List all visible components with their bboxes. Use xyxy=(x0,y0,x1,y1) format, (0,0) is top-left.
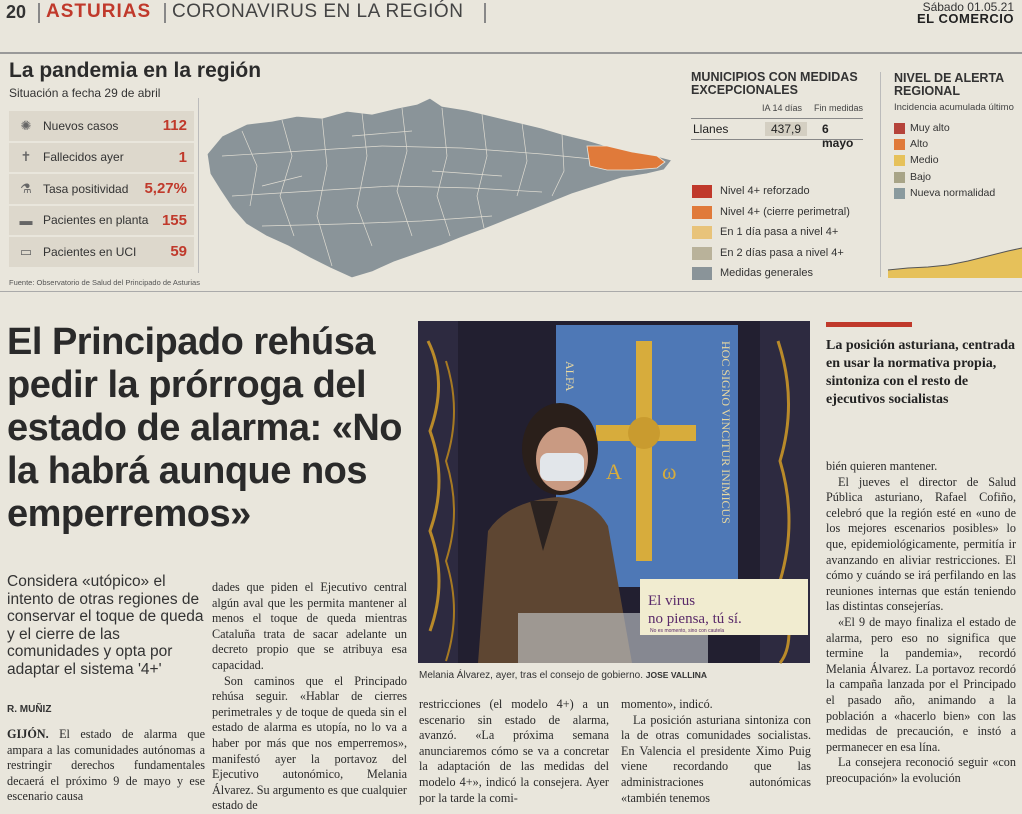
banner-line1: El virus xyxy=(648,593,696,609)
legend-item xyxy=(692,263,862,283)
paragraph: momento», indicó. xyxy=(621,697,713,711)
photo-illustration xyxy=(418,321,810,663)
body-column-3 xyxy=(419,697,609,806)
alerta-title: NIVEL DE ALERTA REGIONAL xyxy=(894,71,1004,98)
header-divider xyxy=(484,3,486,23)
legend-item xyxy=(692,243,862,263)
banner-line2: no piensa, tú sí. xyxy=(648,611,742,627)
alert-label: Muy alto xyxy=(910,122,950,134)
virus-icon: ✺ xyxy=(20,117,32,133)
header-divider xyxy=(38,3,40,23)
issue-date: Sábado 01.05.21 xyxy=(922,0,1014,14)
legend-label: Nivel 4+ reforzado xyxy=(720,185,810,197)
pullquote-accent xyxy=(826,322,912,327)
paragraph: restricciones (el modelo 4+) a un escenario sin estado de alarma, avanzó. «La próxima semana anunciaremos cómo se va a concretar la adaptación de las medidas del modelo 4+», indicó la consejera. Ayer por la tarde la comi- xyxy=(419,697,609,805)
body-column-2 xyxy=(212,580,407,814)
alert-swatch xyxy=(894,139,905,150)
photo-credit: JOSE VALLINA xyxy=(645,670,708,680)
alert-label: Alto xyxy=(910,138,929,150)
photo-caption xyxy=(419,670,707,681)
subsection-name: CORONAVIRUS EN LA REGIÓN xyxy=(172,1,464,22)
alert-swatch xyxy=(894,188,905,199)
legend-swatch xyxy=(692,247,712,260)
asturias-map xyxy=(202,96,677,282)
alert-label: Medio xyxy=(910,154,939,166)
source-note: Fuente: Observatorio de Salud del Principado de Asturias xyxy=(9,278,200,287)
stat-row xyxy=(9,111,194,142)
paragraph: Son caminos que el Principado rehúsa seguir. «Hablar de cierres perimetrales y de toque de queda sin el estado de alarma es utopía, no lo va a haber por más que nos emperremos», manifestó ayer la portavoz del Ejecutivo autonómico, Melania Álvarez. Su argumento es que cualquier estado de xyxy=(212,673,407,813)
legend-label: En 1 día pasa a nivel 4+ xyxy=(720,226,839,238)
caption-text: Melania Álvarez, ayer, tras el consejo de gobierno. xyxy=(419,670,644,681)
grave-icon: ✝ xyxy=(20,149,32,165)
legend-swatch xyxy=(692,206,712,219)
body-column-1 xyxy=(7,727,205,805)
alerta-subtitle: Incidencia acumulada último xyxy=(894,102,1014,113)
stat-label: Pacientes en planta xyxy=(43,213,149,228)
section-rule xyxy=(0,291,1022,292)
omega-letter: ω xyxy=(662,459,677,484)
icu-bed-icon: ▭ xyxy=(19,243,33,259)
page-header xyxy=(0,0,1022,28)
alert-level xyxy=(894,185,995,201)
legend-label: En 2 días pasa a nivel 4+ xyxy=(720,247,844,259)
region-shape xyxy=(207,98,672,278)
stat-row xyxy=(9,174,194,205)
infographic-date: Situación a fecha 29 de abril xyxy=(9,86,161,100)
article-headline: El Principado rehúsa pedir la prórroga del estado de alarma: «No la habrá aunque nos emperremos» xyxy=(7,321,402,535)
stat-value: 5,27% xyxy=(144,180,187,198)
legend-swatch xyxy=(692,185,712,198)
header-divider xyxy=(164,3,166,23)
legend-swatch xyxy=(692,267,712,280)
legend-label: Medidas generales xyxy=(720,267,813,279)
paragraph: «El 9 de mayo finaliza el estado de alarma, pero eso no significa que termine la pandemia», recordó Melania Álvarez. La portavoz recordó la campaña lanzada por el Principado el pasado año, animando a la población a «hacerlo bien» con las medidas de precaución, e instó a permanecer en esa lína. xyxy=(826,614,1016,754)
stat-row xyxy=(9,206,194,237)
paragraph: La consejera reconoció seguir «con preocupación» la evolución xyxy=(826,755,1016,785)
incidence-trend-chart xyxy=(888,236,1022,278)
bed-icon: ▬ xyxy=(19,212,33,228)
stat-value: 155 xyxy=(161,211,187,229)
municipio-row xyxy=(691,118,863,150)
stat-value: 1 xyxy=(178,148,187,166)
alert-swatch xyxy=(894,123,905,134)
test-tube-icon: ⚗ xyxy=(20,180,32,196)
municipio-name: Llanes xyxy=(693,122,729,136)
stat-value: 112 xyxy=(162,117,187,135)
stat-label: Nuevos casos xyxy=(43,118,119,133)
article-lede: Considera «utópico» el intento de otras regiones de conservar el toque de queda y el cierre de las comunidades y opta por adaptar el sistema '4+' xyxy=(7,573,204,678)
dateline: GIJÓN. xyxy=(7,727,49,741)
stat-row xyxy=(9,237,194,268)
stat-label: Tasa positividad xyxy=(43,181,129,196)
paragraph: dades que piden el Ejecutivo central algún aval que les permita mantener al menos el toque de queda mientras Cataluña trata de sacar adelante un decreto propio que se atribuya esa capacidad. xyxy=(212,580,407,672)
legend-item xyxy=(692,222,862,242)
infographic-title: La pandemia en la región xyxy=(9,59,262,82)
stats-list xyxy=(9,111,194,269)
col-header-ia: IA 14 días xyxy=(762,103,803,113)
paragraph-text: El estado de alarma que ampara a las comunidades autónomas a restringir derechos fundamentales decaerá el próximo 9 de mayo y ese escenario causa xyxy=(7,727,205,804)
banner-small: No es momento, sino con cautela xyxy=(650,628,725,634)
header-rule xyxy=(0,52,1022,54)
section-name: ASTURIAS xyxy=(46,1,152,22)
page-number: 20 xyxy=(6,2,27,22)
llanes-area xyxy=(587,146,665,170)
stat-label: Pacientes en UCI xyxy=(43,244,137,259)
paragraph: La posición asturiana sintoniza con la de otras comunidades socialistas. En Valencia el presidente Ximo Puig viene recordando que las administraciones autonómicas «también tenemos xyxy=(621,712,811,805)
alert-label: Bajo xyxy=(910,171,932,183)
pull-quote: La posición asturiana, centrada en usar la normativa propia, sintoniza con el resto de ejecutivos socialistas xyxy=(826,338,1016,407)
municipio-fin: 6 mayo xyxy=(822,122,854,150)
alert-level xyxy=(894,136,928,152)
newspaper-name: EL COMERCIO xyxy=(917,11,1014,26)
stat-row xyxy=(9,143,194,174)
body-column-4 xyxy=(621,697,811,806)
divider xyxy=(198,98,199,273)
divider xyxy=(880,72,881,277)
municipio-ia: 437,9 xyxy=(765,122,807,136)
stat-label: Fallecidos ayer xyxy=(43,150,124,165)
alert-label: Nueva normalidad xyxy=(910,187,996,199)
flag-left-text: ALFA xyxy=(563,361,577,392)
legend-item xyxy=(692,202,862,222)
legend-swatch xyxy=(692,226,712,239)
body-column-5 xyxy=(826,459,1016,786)
paragraph xyxy=(7,727,205,805)
alert-level xyxy=(894,169,931,185)
legend-item xyxy=(692,181,862,201)
paragraph: El jueves el director de Salud Pública asturiano, Rafael Cofiño, celebró que la región esté en «uno de los mejores escenarios posibles» lo que, epidemiológicamente, permitía ir avanzando en aliviar restricciones. El cómo y cuándo se irá perfilando en las reuniones internas que están teniendo las distintas consejerías. xyxy=(826,474,1016,614)
flag-motto: HOC SIGNO VINCITUR INIMICUS xyxy=(719,341,733,524)
byline: R. MUÑIZ xyxy=(7,704,52,715)
alpha-letter: A xyxy=(606,459,622,484)
article-photo xyxy=(418,321,810,663)
municipios-title: MUNICIPIOS CON MEDIDAS EXCEPCIONALES xyxy=(691,70,858,97)
col-header-fin: Fin medidas xyxy=(814,103,864,113)
stat-value: 59 xyxy=(170,243,187,261)
paragraph: bién quieren mantener. xyxy=(826,459,938,473)
alert-swatch xyxy=(894,155,905,166)
alert-level xyxy=(894,120,950,136)
alert-level xyxy=(894,152,939,168)
legend-label: Nivel 4+ (cierre perimetral) xyxy=(720,206,850,218)
alert-swatch xyxy=(894,172,905,183)
